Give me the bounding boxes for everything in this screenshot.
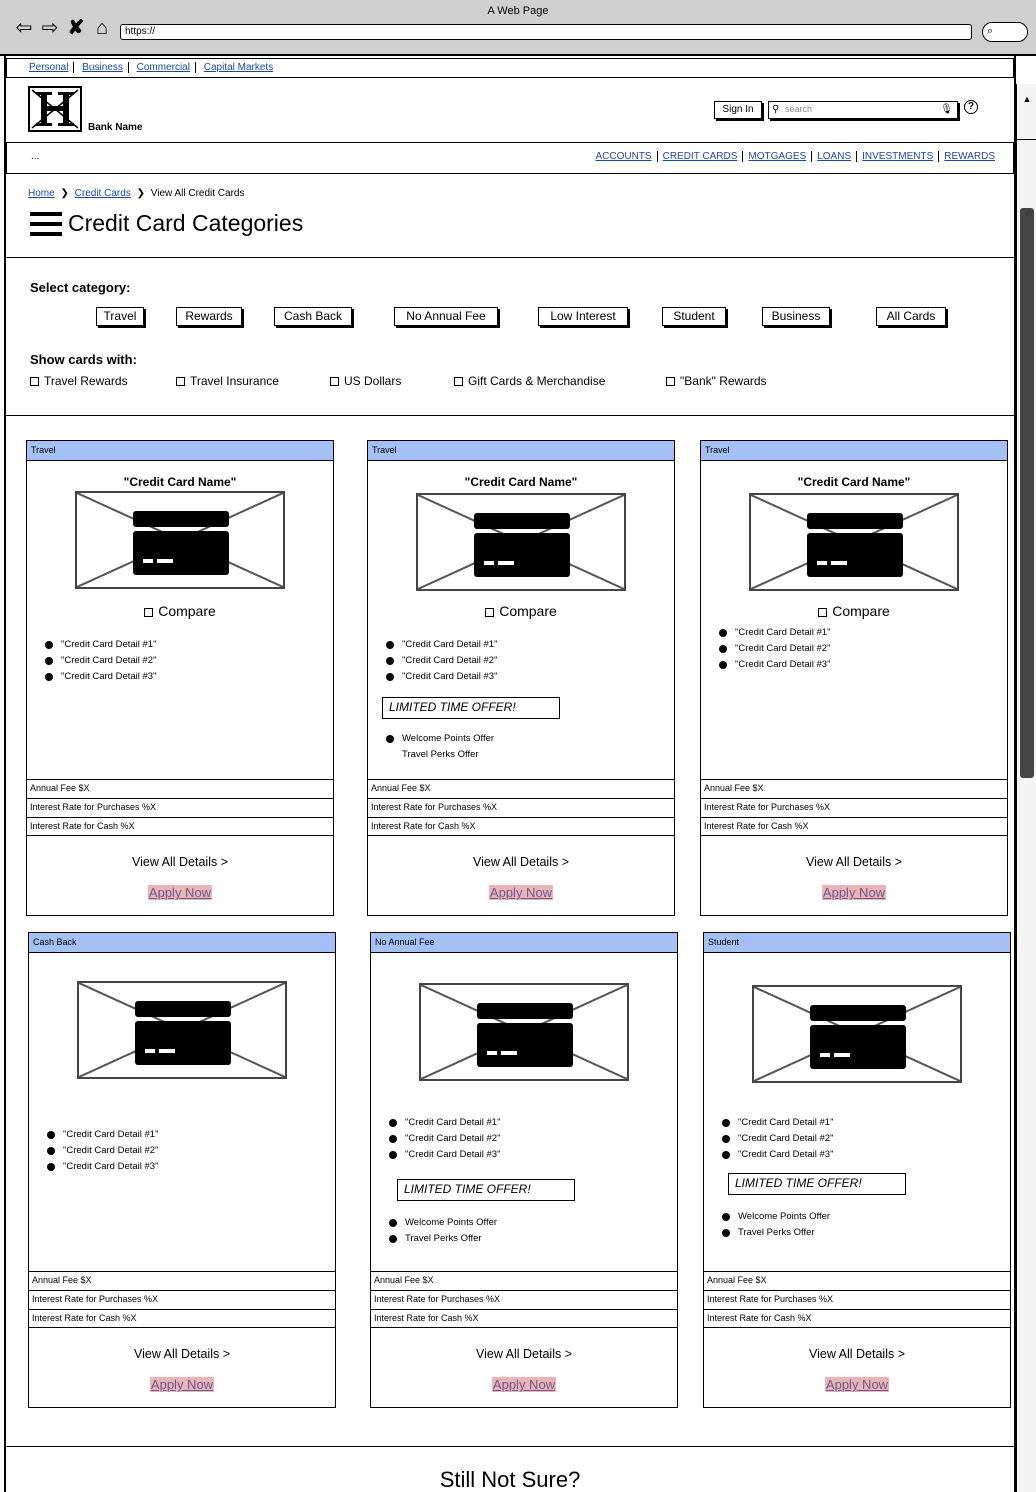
main-nav xyxy=(6,142,1014,174)
nav-accounts[interactable]: ACCOUNTS xyxy=(590,151,657,162)
nav-ellipsis: ... xyxy=(31,151,40,162)
cash-rate: Interest Rate for Cash %X xyxy=(368,817,674,836)
compare-checkbox[interactable]: Compare xyxy=(701,603,1007,619)
purchase-rate: Interest Rate for Purchases %X xyxy=(368,798,674,817)
list-item: "Credit Card Detail #1" xyxy=(722,1115,833,1131)
scrollbar-thumb[interactable] xyxy=(1020,208,1034,778)
search-input[interactable] xyxy=(768,101,958,119)
url-bar[interactable]: https:// xyxy=(120,24,972,40)
page-title: Credit Card Categories xyxy=(68,210,304,236)
list-item: "Credit Card Detail #3" xyxy=(386,669,497,685)
list-item: Welcome Points Offer xyxy=(389,1215,497,1231)
apply-now-button[interactable]: Apply Now xyxy=(825,1377,889,1392)
card-name: "Credit Card Name" xyxy=(464,475,578,489)
list-item: "Credit Card Detail #3" xyxy=(719,657,830,673)
category-travel-button[interactable]: Travel xyxy=(96,307,144,326)
limited-time-offer-badge: LIMITED TIME OFFER! xyxy=(382,697,560,719)
nav-investments[interactable]: INVESTMENTS xyxy=(857,151,939,162)
checkbox[interactable] xyxy=(666,377,675,386)
view-all-details-link[interactable]: View All Details > xyxy=(809,1347,905,1361)
back-icon[interactable]: ⇦ xyxy=(15,17,33,39)
offer-list xyxy=(389,1215,497,1247)
card-name: "Credit Card Name" xyxy=(123,475,237,489)
link-business[interactable]: Business xyxy=(77,62,129,73)
card-category: No Annual Fee xyxy=(371,933,677,953)
credit-card-icon xyxy=(751,495,957,589)
category-rewards-button[interactable]: Rewards xyxy=(176,307,242,326)
credit-card-icon xyxy=(79,983,285,1077)
category-cash-back-button[interactable]: Cash Back xyxy=(274,307,352,326)
category-low-interest-button[interactable]: Low Interest xyxy=(538,307,628,326)
list-item: "Credit Card Detail #3" xyxy=(47,1159,158,1175)
checkbox-label: "Bank" Rewards xyxy=(680,374,767,388)
credit-card-icon xyxy=(418,495,624,589)
sign-in-button[interactable]: Sign In xyxy=(714,101,762,119)
view-all-details-link[interactable]: View All Details > xyxy=(476,1347,572,1361)
cash-rate: Interest Rate for Cash %X xyxy=(701,817,1007,836)
view-all-details-link[interactable]: View All Details > xyxy=(806,855,902,869)
view-all-details-link[interactable]: View All Details > xyxy=(134,1347,230,1361)
main-nav-links xyxy=(590,151,995,162)
card-image xyxy=(749,493,959,591)
cash-rate: Interest Rate for Cash %X xyxy=(27,817,333,836)
list-item: "Credit Card Detail #3" xyxy=(45,669,156,685)
card-rates xyxy=(371,1271,677,1328)
card-details-list xyxy=(47,1127,158,1175)
annual-fee: Annual Fee $X xyxy=(29,1271,335,1290)
browser-nav xyxy=(14,18,112,38)
card-details-list xyxy=(719,625,830,673)
home-icon[interactable]: ⌂ xyxy=(95,17,109,39)
still-not-sure-section xyxy=(6,1446,1014,1492)
list-item: "Credit Card Detail #3" xyxy=(722,1147,833,1163)
list-item: "Credit Card Detail #1" xyxy=(389,1115,500,1131)
select-category-label: Select category: xyxy=(30,280,131,295)
card-details-list xyxy=(386,637,497,685)
credit-card-icon xyxy=(77,493,283,587)
filter-travel-rewards[interactable] xyxy=(30,374,128,388)
browser-chrome xyxy=(0,0,1036,56)
annual-fee: Annual Fee $X xyxy=(368,779,674,798)
search-icon: ⌕ xyxy=(987,25,994,37)
apply-now-button[interactable]: Apply Now xyxy=(148,885,212,900)
list-item: Travel Perks Offer xyxy=(402,749,479,760)
list-item: "Credit Card Detail #2" xyxy=(47,1143,158,1159)
list-item: "Credit Card Detail #2" xyxy=(389,1131,500,1147)
breadcrumb-credit-cards[interactable]: Credit Cards xyxy=(74,188,131,199)
browser-search-button[interactable] xyxy=(982,22,1028,42)
segment-links xyxy=(6,58,1014,78)
list-item: "Credit Card Detail #1" xyxy=(386,637,497,653)
checkbox-label: US Dollars xyxy=(344,374,402,388)
credit-card-icon xyxy=(421,985,627,1079)
view-all-details-link[interactable]: View All Details > xyxy=(473,855,569,869)
link-personal[interactable]: Personal xyxy=(29,62,74,73)
filter-bank-rewards[interactable] xyxy=(666,374,767,388)
bank-logo[interactable] xyxy=(28,86,82,132)
purchase-rate: Interest Rate for Purchases %X xyxy=(371,1290,677,1309)
purchase-rate: Interest Rate for Purchases %X xyxy=(701,798,1007,817)
cash-rate: Interest Rate for Cash %X xyxy=(371,1309,677,1328)
list-item: Travel Perks Offer xyxy=(722,1225,830,1241)
nav-rewards[interactable]: REWARDS xyxy=(944,151,995,162)
chevron-right-icon: ❯ xyxy=(60,188,69,199)
offer-list xyxy=(386,731,494,763)
checkbox-label: Gift Cards & Merchandise xyxy=(468,374,606,388)
compare-checkbox[interactable]: Compare xyxy=(27,603,333,619)
annual-fee: Annual Fee $X xyxy=(371,1271,677,1290)
apply-now-button[interactable]: Apply Now xyxy=(150,1377,214,1392)
cash-rate: Interest Rate for Cash %X xyxy=(29,1309,335,1328)
annual-fee: Annual Fee $X xyxy=(704,1271,1010,1290)
card-image xyxy=(419,983,629,1081)
card-category: Travel xyxy=(701,441,1007,461)
list-item: "Credit Card Detail #2" xyxy=(45,653,156,669)
forward-icon[interactable]: ⇨ xyxy=(41,17,59,39)
card-rates xyxy=(704,1271,1010,1328)
cash-rate: Interest Rate for Cash %X xyxy=(704,1309,1010,1328)
card-category: Travel xyxy=(27,441,333,461)
apply-now-button[interactable]: Apply Now xyxy=(489,885,553,900)
nav-credit-cards[interactable]: CREDIT CARDS xyxy=(658,151,744,162)
checkbox-label: Travel Insurance xyxy=(190,374,279,388)
card-details-list xyxy=(722,1115,833,1163)
link-commercial[interactable]: Commercial xyxy=(132,62,196,73)
list-item: "Credit Card Detail #1" xyxy=(47,1127,158,1143)
help-icon[interactable]: ? xyxy=(964,100,978,114)
card-image xyxy=(77,981,287,1079)
checkbox-label: Travel Rewards xyxy=(44,374,128,388)
link-capital-markets[interactable]: Capital Markets xyxy=(203,62,274,73)
breadcrumb-current: View All Credit Cards xyxy=(150,188,245,199)
card-category: Student xyxy=(704,933,1010,953)
checkbox[interactable] xyxy=(176,377,185,386)
card-rates xyxy=(27,779,333,836)
site-header xyxy=(6,80,1014,142)
filter-gift-cards[interactable] xyxy=(454,374,605,388)
filter-travel-insurance[interactable] xyxy=(176,374,279,388)
show-cards-label: Show cards with: xyxy=(30,352,137,367)
credit-card-tile xyxy=(367,440,675,916)
credit-card-tile xyxy=(28,932,336,1408)
filter-us-dollars[interactable] xyxy=(330,374,401,388)
checkbox[interactable] xyxy=(30,377,39,386)
card-rates xyxy=(701,779,1007,836)
category-no-annual-fee-button[interactable]: No Annual Fee xyxy=(394,307,498,326)
microphone-icon[interactable]: 🎙 xyxy=(940,104,953,115)
close-icon[interactable]: ✘ xyxy=(67,17,85,39)
page-heading-area xyxy=(6,174,1014,258)
breadcrumb xyxy=(28,188,244,199)
page-scrollbar[interactable] xyxy=(1016,84,1036,1492)
card-category: Cash Back xyxy=(29,933,335,953)
limited-time-offer-badge: LIMITED TIME OFFER! xyxy=(397,1179,575,1201)
card-rates xyxy=(29,1271,335,1328)
credit-card-tile xyxy=(370,932,678,1408)
credit-card-tile xyxy=(703,932,1011,1408)
window-title: A Web Page xyxy=(487,5,549,17)
card-image xyxy=(75,491,285,589)
view-all-details-link[interactable]: View All Details > xyxy=(132,855,228,869)
credit-card-tile xyxy=(700,440,1008,916)
limited-time-offer-badge: LIMITED TIME OFFER! xyxy=(728,1173,906,1195)
offer-list xyxy=(722,1209,830,1241)
list-item: "Credit Card Detail #1" xyxy=(719,625,830,641)
breadcrumb-home[interactable]: Home xyxy=(28,188,55,199)
chevron-right-icon: ❯ xyxy=(136,188,145,199)
nav-mortgages[interactable]: MOTGAGES xyxy=(743,151,812,162)
list-item: "Credit Card Detail #2" xyxy=(386,653,497,669)
list-item: "Credit Card Detail #2" xyxy=(722,1131,833,1147)
purchase-rate: Interest Rate for Purchases %X xyxy=(29,1290,335,1309)
card-details-list xyxy=(389,1115,500,1163)
bank-name: Bank Name xyxy=(88,122,143,133)
credit-card-icon xyxy=(754,987,960,1081)
apply-now-button[interactable]: Apply Now xyxy=(492,1377,556,1392)
logo-graphic xyxy=(30,88,80,130)
compare-checkbox[interactable]: Compare xyxy=(368,603,674,619)
purchase-rate: Interest Rate for Purchases %X xyxy=(27,798,333,817)
list-item: "Credit Card Detail #1" xyxy=(45,637,156,653)
card-image xyxy=(416,493,626,591)
section-heading: Still Not Sure? xyxy=(439,1467,581,1492)
list-item: "Credit Card Detail #3" xyxy=(389,1147,500,1163)
credit-card-tile xyxy=(26,440,334,916)
annual-fee: Annual Fee $X xyxy=(701,779,1007,798)
card-details-list xyxy=(45,637,156,685)
filter-panel xyxy=(6,260,1014,416)
category-business-button[interactable]: Business xyxy=(762,307,830,326)
annual-fee: Annual Fee $X xyxy=(27,779,333,798)
category-student-button[interactable]: Student xyxy=(662,307,726,326)
search-icon: ⚲ xyxy=(772,104,780,115)
card-image xyxy=(752,985,962,1083)
apply-now-button[interactable]: Apply Now xyxy=(822,885,886,900)
checkbox[interactable] xyxy=(330,377,339,386)
page xyxy=(4,56,1016,1492)
list-item: Welcome Points Offer xyxy=(386,731,494,747)
list-item: Welcome Points Offer xyxy=(722,1209,830,1225)
nav-loans[interactable]: LOANS xyxy=(812,151,857,162)
purchase-rate: Interest Rate for Purchases %X xyxy=(704,1290,1010,1309)
search-placeholder: search xyxy=(785,104,813,114)
card-category: Travel xyxy=(368,441,674,461)
list-item: "Credit Card Detail #2" xyxy=(719,641,830,657)
scroll-up-icon[interactable]: ▲ xyxy=(1017,84,1036,140)
checkbox[interactable] xyxy=(454,377,463,386)
card-rates xyxy=(368,779,674,836)
card-name: "Credit Card Name" xyxy=(797,475,911,489)
hamburger-menu-icon[interactable] xyxy=(30,212,62,238)
category-all-cards-button[interactable]: All Cards xyxy=(876,307,946,326)
list-item: Travel Perks Offer xyxy=(389,1231,497,1247)
